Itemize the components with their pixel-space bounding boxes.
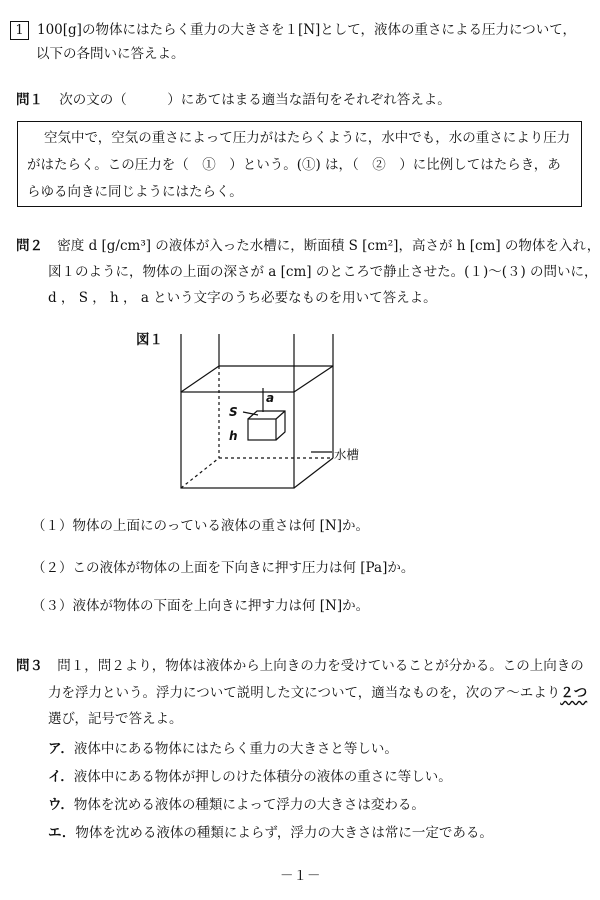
- q2-line-2: 図１のように，物体の上面の深さが a [cm] のところで静止させた。(１)～(３) の問いに，: [48, 264, 598, 280]
- choice-a-mark: ア．: [48, 741, 74, 757]
- intro-line-2: 以下の各問いに答えよ。: [36, 46, 185, 62]
- q3-line-2: [48, 683, 587, 703]
- intro-text-1: 100[g]の物体にはたらく重力の大きさを１[N]として，液体の重さによる圧力について，: [37, 22, 576, 38]
- q2-label: 問２: [16, 238, 43, 254]
- choice-i-text: 液体中にある物体が押しのけた体積分の液体の重さに等しい。: [73, 769, 452, 785]
- q3-line-1: 問１，問２より，物体は液体から上向きの力を受けていることが分かる。この上向きの: [57, 658, 584, 674]
- q1-box-line-2: がはたらく。この圧力を（ ① ）という。(①) は，（ ② ）に比例してはたらき，あ: [27, 157, 561, 173]
- choice-e-text: 物体を沈める液体の種類によらず，浮力の大きさは常に一定である。: [75, 825, 493, 841]
- q2-line-3: d ， S ， h ， a という文字のうち必要なものを用いて答えよ。: [48, 290, 437, 306]
- choice-u-text: 物体を沈める液体の種類によって浮力の大きさは変わる。: [73, 797, 425, 813]
- q2-sub-2: （２）この液体が物体の上面を下向きに押す圧力は何 [Pa]か。: [32, 560, 415, 576]
- label-h: h: [229, 429, 238, 443]
- choice-a-text: 液体中にある物体にはたらく重力の大きさと等しい。: [73, 741, 398, 757]
- label-tank: 水槽: [334, 447, 360, 462]
- page-number: －１－: [280, 868, 321, 884]
- choice-u: [48, 795, 425, 815]
- label-a: a: [266, 391, 275, 405]
- tank-edge-br: [294, 458, 333, 488]
- q3-emphasis-two: ２つ: [560, 685, 588, 701]
- choice-i-mark: イ．: [48, 769, 74, 785]
- tank-edge-tr: [294, 366, 333, 392]
- figure-title: 図１: [136, 332, 163, 348]
- q1-label: 問１: [16, 92, 43, 108]
- choice-e-mark: エ．: [48, 825, 76, 841]
- label-S: S: [229, 405, 238, 419]
- q1-box-line-3: らゆる向きに同じようにはたらく。: [27, 184, 243, 200]
- q3-label: 問３: [16, 658, 43, 674]
- q2-line-1: 密度 d [g/cm³] の液体が入った水槽に，断面積 S [cm²]，高さが h [cm] の物体を入れ，: [57, 238, 600, 254]
- q1-text: 次の文の（ ）にあてはまる適当な語句をそれぞれ答えよ。: [59, 92, 451, 108]
- choice-i: [48, 767, 452, 787]
- choice-e: [48, 823, 493, 843]
- object-front: [248, 419, 276, 440]
- question-number: 1: [10, 21, 29, 40]
- q1-box-line-1: 空気中で，空気の重さによって圧力がはたらくように，水中でも，水の重さにより圧力: [44, 130, 571, 146]
- q3-line-3: 選び，記号で答えよ。: [48, 711, 183, 727]
- q2-sub-1: （１）物体の上面にのっている液体の重さは何 [N]か。: [32, 518, 370, 534]
- choice-u-mark: ウ．: [48, 797, 74, 813]
- q2-sub-3: （３）液体が物体の下面を上向きに押す力は何 [N]か。: [32, 598, 370, 614]
- choice-a: [48, 739, 398, 759]
- tank-edge-bl-hidden: [181, 458, 219, 488]
- tank-edge-tl: [181, 366, 219, 392]
- object-edge: [276, 411, 285, 419]
- q3-heading: [16, 656, 584, 676]
- q3-line-2a: 力を浮力という。浮力について説明した文について，適当なものを，次のア～エより: [48, 685, 561, 701]
